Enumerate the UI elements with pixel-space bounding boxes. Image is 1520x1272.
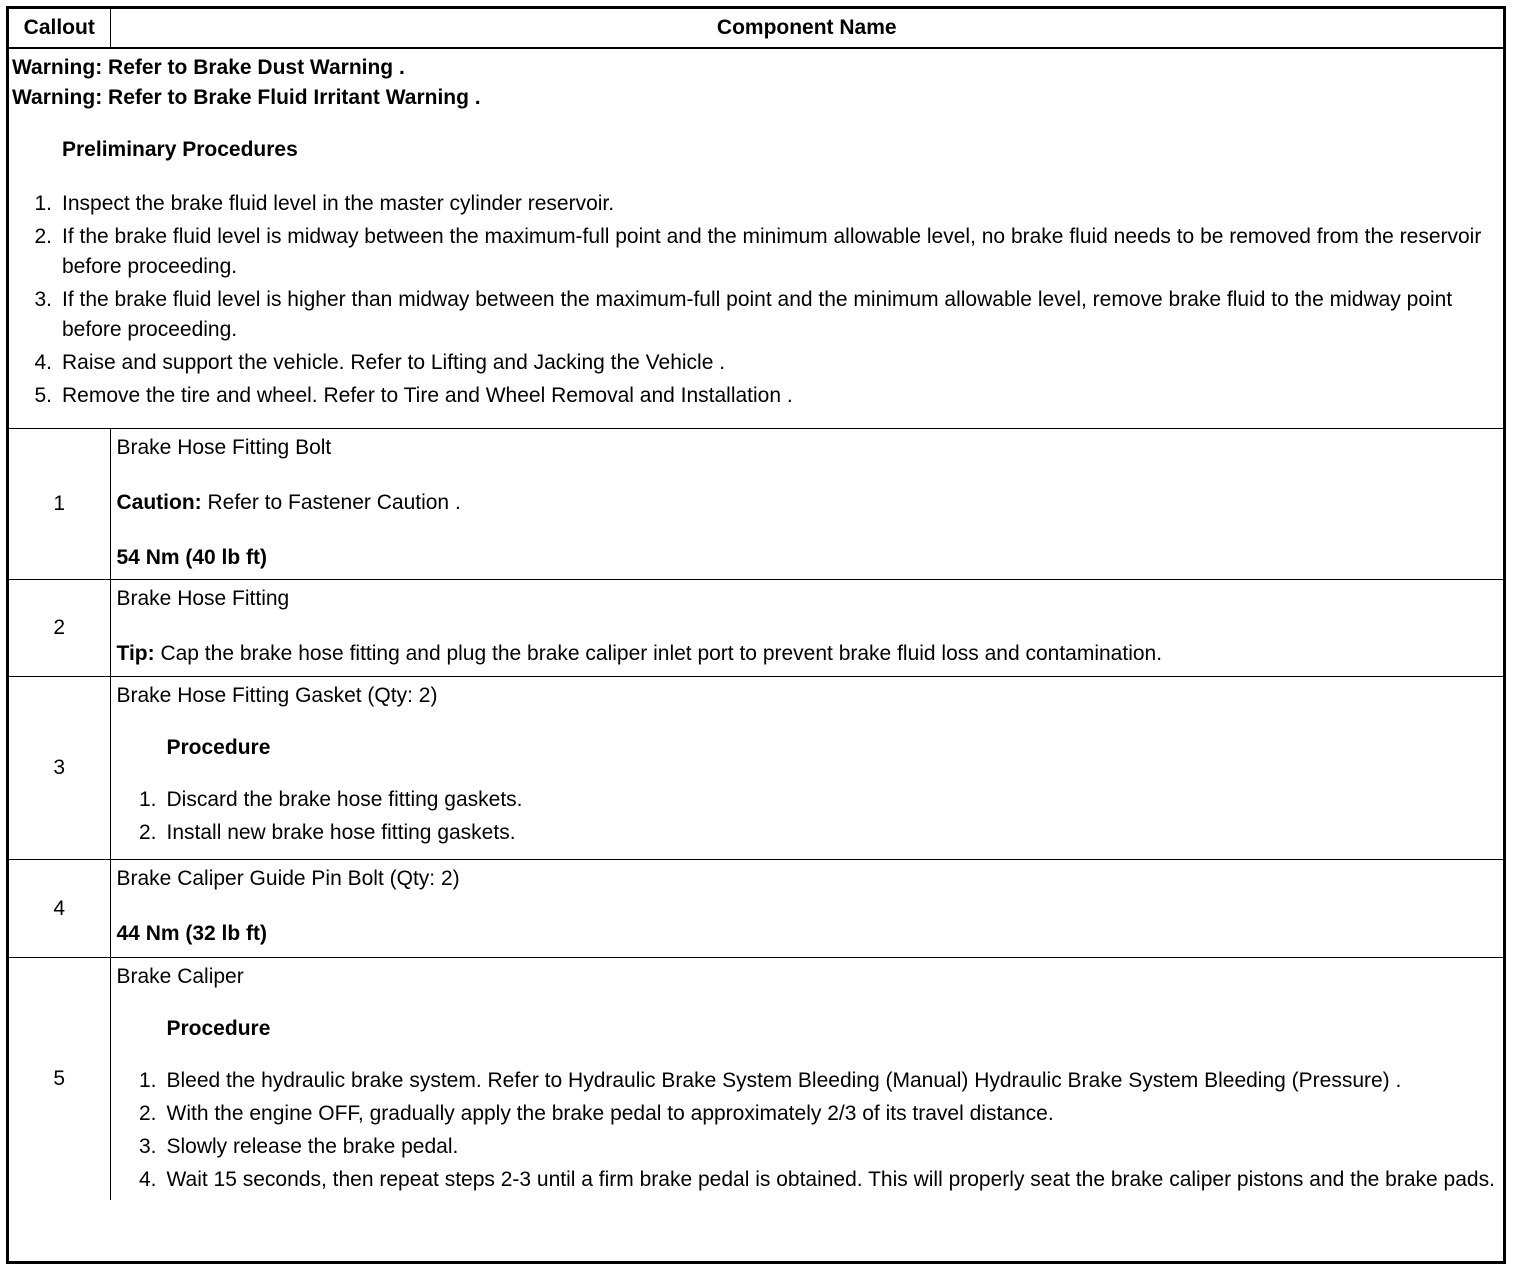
header-row (9, 9, 1503, 48)
callout-header: Callout (9, 9, 110, 48)
callout-number: 1 (9, 429, 110, 580)
step-text: Inspect the brake fluid level in the master cylinder reservoir. (62, 192, 615, 215)
list-item (12, 348, 1499, 378)
brake-fluid-warning: Warning: Refer to Brake Fluid Irritant Warning . (12, 86, 481, 109)
list-item (117, 818, 1498, 848)
component-name: Brake Caliper Guide Pin Bolt (Qty: 2) (116, 867, 460, 890)
callout-number: 3 (9, 677, 110, 860)
procedure-steps (117, 785, 1498, 848)
preliminary-procedures-title: Preliminary Procedures (62, 138, 298, 161)
step-text: With the engine OFF, gradually apply the brake pedal to approximately 2/3 of its travel distance. (166, 1102, 1054, 1125)
procedure-table (9, 9, 1503, 1200)
list-item (117, 1132, 1498, 1162)
component-cell (110, 580, 1503, 677)
step-number: 1. (138, 1069, 157, 1092)
component-cell (110, 429, 1503, 580)
preliminary-steps (12, 189, 1499, 411)
callout-number: 2 (9, 580, 110, 677)
component-cell (110, 860, 1503, 958)
procedure-table-frame (6, 6, 1506, 1264)
list-item (117, 1099, 1498, 1129)
procedure-title: Procedure (166, 1017, 271, 1040)
component-name: Brake Caliper (116, 965, 244, 988)
list-item (117, 785, 1498, 815)
brake-dust-warning: Warning: Refer to Brake Dust Warning . (12, 56, 405, 79)
step-text: Discard the brake hose fitting gaskets. (166, 788, 523, 811)
step-number: 2. (138, 1102, 157, 1125)
list-item (12, 189, 1499, 219)
torque-spec: 54 Nm (40 lb ft) (116, 546, 268, 569)
callout-number: 5 (9, 958, 110, 1201)
step-number: 1. (34, 192, 52, 215)
step-text: Remove the tire and wheel. Refer to Tire and Wheel Removal and Installation . (62, 384, 793, 407)
caution-note (117, 488, 1498, 518)
component-cell (110, 958, 1503, 1201)
preliminary-row (9, 48, 1503, 429)
tip-label: Tip: (116, 642, 155, 665)
list-item (117, 1165, 1498, 1195)
table-row (9, 958, 1503, 1201)
step-text: If the brake fluid level is midway between the maximum-full point and the minimum allowable level, no brake fluid needs to be removed from the reservoir before proceeding. (62, 225, 1482, 278)
table-row (9, 429, 1503, 580)
caution-text: Refer to Fastener Caution . (201, 491, 461, 514)
caution-label: Caution: (116, 491, 202, 514)
component-name-header: Component Name (110, 9, 1503, 48)
step-number: 1. (138, 788, 157, 811)
step-text: Raise and support the vehicle. Refer to Lifting and Jacking the Vehicle . (62, 351, 726, 374)
list-item (117, 1066, 1498, 1096)
component-name: Brake Hose Fitting Gasket (Qty: 2) (116, 684, 438, 707)
component-name: Brake Hose Fitting (116, 587, 290, 610)
step-number: 4. (138, 1168, 157, 1191)
list-item (12, 381, 1499, 411)
tip-text: Cap the brake hose fitting and plug the brake caliper inlet port to prevent brake fluid loss and contamination. (154, 642, 1163, 665)
step-text: If the brake fluid level is higher than midway between the maximum-full point and the minimum allowable level, remove brake fluid to the midway point before proceeding. (62, 288, 1453, 341)
step-text: Install new brake hose fitting gaskets. (166, 821, 516, 844)
step-text: Bleed the hydraulic brake system. Refer to Hydraulic Brake System Bleeding (Manual) Hydraulic Brake System Bleeding (Pressure) . (166, 1069, 1402, 1092)
step-number: 3. (34, 288, 52, 311)
table-row (9, 580, 1503, 677)
component-cell (110, 677, 1503, 860)
procedure-steps (117, 1066, 1498, 1195)
callout-number: 4 (9, 860, 110, 958)
step-text: Wait 15 seconds, then repeat steps 2-3 until a firm brake pedal is obtained. This will properly seat the brake caliper pistons and the brake pads. (166, 1168, 1495, 1191)
torque-spec: 44 Nm (32 lb ft) (116, 922, 268, 945)
preliminary-cell (9, 48, 1503, 429)
step-number: 2. (34, 225, 52, 248)
component-name: Brake Hose Fitting Bolt (116, 436, 332, 459)
list-item (12, 285, 1499, 345)
table-row (9, 677, 1503, 860)
step-number: 5. (34, 384, 52, 407)
table-row (9, 860, 1503, 958)
step-number: 3. (138, 1135, 157, 1158)
list-item (12, 222, 1499, 282)
procedure-title: Procedure (166, 736, 271, 759)
step-text: Slowly release the brake pedal. (166, 1135, 459, 1158)
step-number: 4. (34, 351, 52, 374)
tip-note (117, 639, 1498, 669)
step-number: 2. (138, 821, 157, 844)
